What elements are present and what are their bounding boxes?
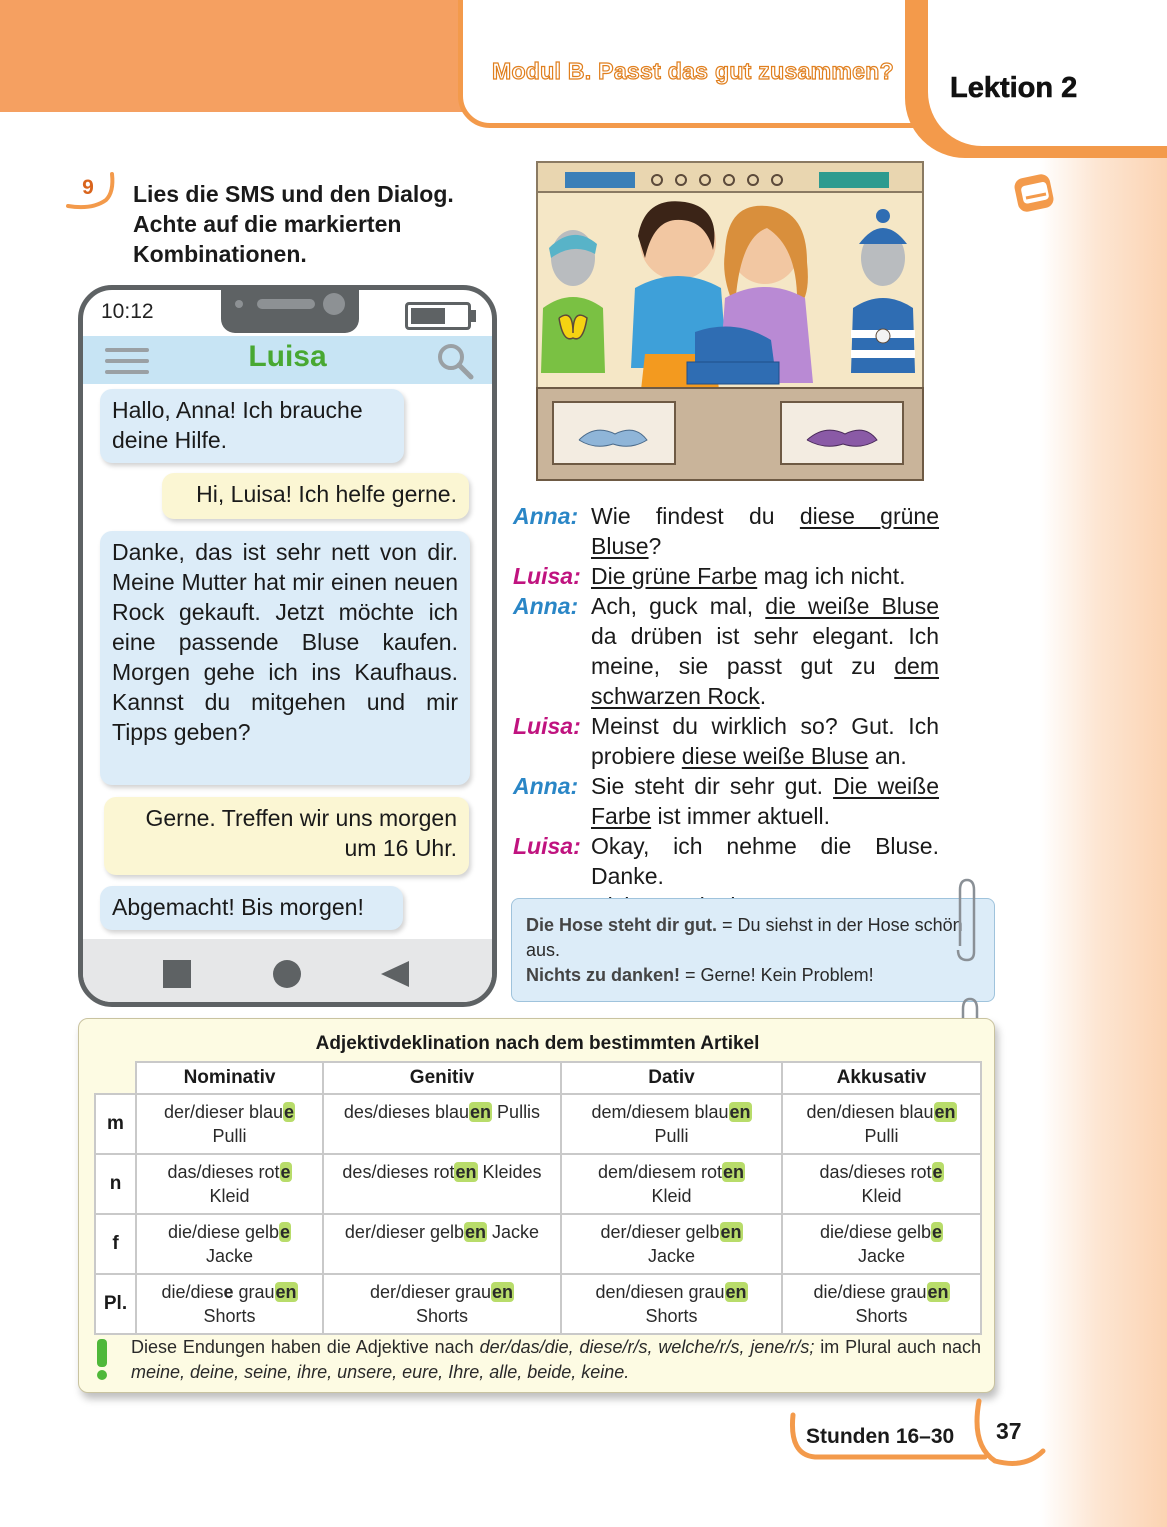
- dialog-text: an.: [868, 743, 907, 769]
- table-row: [95, 1094, 981, 1154]
- table-cell: den/diesen blauen Pulli: [782, 1094, 981, 1154]
- marked-combination: Die weiße Farbe: [591, 773, 939, 829]
- message-line: Gerne. Treffen wir uns morgen: [145, 805, 457, 831]
- message-line: um 16 Uhr.: [344, 835, 457, 861]
- ending-highlight: en: [934, 1102, 956, 1122]
- marked-combination: diese grüne Bluse: [591, 503, 939, 559]
- ending-highlight: en: [275, 1282, 297, 1302]
- table-cell: die/diese gelbe Jacke: [782, 1214, 981, 1274]
- row-header: m: [95, 1094, 136, 1154]
- battery-icon: [405, 302, 471, 330]
- ending-highlight: en: [729, 1102, 751, 1122]
- ending-highlight: e: [932, 1162, 943, 1182]
- message-outgoing: Hi, Luisa! Ich helfe gerne.: [162, 473, 469, 519]
- footer-hours: Stunden 16–30: [806, 1425, 955, 1448]
- dialog-line: [513, 711, 939, 771]
- column-header: Genitiv: [323, 1062, 561, 1094]
- ending-highlight: en: [455, 1162, 477, 1182]
- message-incoming: Abgemacht! Bis morgen!: [100, 886, 403, 930]
- table-cell: das/dieses rote Kleid: [782, 1154, 981, 1214]
- marked-combination: dem schwarzen Rock: [591, 653, 939, 709]
- dialog-text: da drüben ist sehr elegant. Ich meine, sie passt gut zu: [591, 623, 939, 679]
- table-cell: die/diese grauen Shorts: [136, 1274, 323, 1334]
- speaker-anna: Anna:: [513, 593, 579, 619]
- paperclip-icon: [952, 876, 982, 962]
- recent-apps-icon[interactable]: [163, 960, 191, 988]
- back-icon[interactable]: [381, 961, 409, 987]
- column-header: Nominativ: [136, 1062, 323, 1094]
- table-cell: den/diesen grauen Shorts: [561, 1274, 782, 1334]
- table-cell: der/dieser blaue Pulli: [136, 1094, 323, 1154]
- table-cell: des/dieses blauen Pullis: [323, 1094, 561, 1154]
- ending-highlight: en: [720, 1222, 742, 1242]
- ending-highlight: en: [725, 1282, 747, 1302]
- ending-highlight: en: [492, 1282, 514, 1302]
- marked-combination: die weiße Bluse: [765, 593, 940, 619]
- task-instruction: Lies die SMS und den Dialog. Achte auf die markierten Kombinationen.: [133, 181, 454, 267]
- note-phrase: Nichts zu danken!: [526, 965, 681, 985]
- exclamation-icon: [91, 1337, 113, 1381]
- note-meaning: = Du siehst in der Hose schön aus.: [526, 915, 963, 960]
- lesson-label: Lektion 2: [950, 72, 1078, 104]
- table-cell: der/dieser grauen Shorts: [323, 1274, 561, 1334]
- dialog-text: Wie findest du: [591, 503, 800, 529]
- phone-mockup: [78, 285, 497, 1007]
- module-title: Modul B. Passt das gut zusammen?: [492, 58, 894, 84]
- dialog-text: .: [759, 683, 767, 709]
- dialog-text: Sie steht dir sehr gut.: [591, 773, 834, 799]
- home-icon[interactable]: [273, 960, 301, 988]
- ending-highlight: en: [470, 1102, 492, 1122]
- row-header: Pl.: [95, 1274, 136, 1334]
- ending-highlight: en: [723, 1162, 745, 1182]
- table-cell: dem/diesem blauen Pulli: [561, 1094, 782, 1154]
- speaker-anna: Anna:: [513, 503, 579, 529]
- dialog-text: ?: [648, 533, 662, 559]
- dialog-line: [513, 831, 939, 891]
- dialog-text: Ach, guck mal,: [591, 593, 766, 619]
- table-corner: [95, 1062, 136, 1094]
- message-incoming: Danke, das ist sehr nett von dir. Meine Mutter hat mir einen neuen Rock gekauft. Jetzt möchte ich eine passende Bluse kaufen. Morgen gehe ich ins Kaufhaus. Kannst du mitgehen und mir Tipps geben?: [100, 531, 470, 785]
- table-cell: die/diese gelbe Jacke: [136, 1214, 323, 1274]
- column-header: Dativ: [561, 1062, 782, 1094]
- table-cell: die/diese grauen Shorts: [782, 1274, 981, 1334]
- speaker-anna: Anna:: [513, 773, 579, 799]
- page-side-gradient: [1040, 0, 1167, 1527]
- dialog-text: Okay, ich nehme die Bluse. Danke.: [591, 833, 939, 889]
- table-cell: dem/diesem roten Kleid: [561, 1154, 782, 1214]
- ending-highlight: e: [284, 1102, 295, 1122]
- dialog-text: Meinst du wirklich so? Gut. Ich probiere: [591, 713, 939, 769]
- dialog-line: [513, 501, 939, 561]
- table-row: [95, 1214, 981, 1274]
- dialog-text: ist immer aktuell.: [651, 803, 831, 829]
- battery-tip: [471, 310, 476, 322]
- ending-highlight: en: [927, 1282, 949, 1302]
- table-cell: der/dieser gelben Jacke: [561, 1214, 782, 1274]
- dialog-line: [513, 561, 939, 591]
- column-header: Akkusativ: [782, 1062, 981, 1094]
- phrase-note: [511, 898, 995, 1002]
- notch-speaker: [257, 299, 315, 309]
- task-number: 9: [82, 176, 94, 199]
- table-header-row: [95, 1062, 981, 1094]
- ending-highlight: e: [932, 1222, 943, 1242]
- declension-table: [94, 1061, 982, 1335]
- message-incoming: Hallo, Anna! Ich brauche deine Hilfe.: [100, 389, 404, 463]
- grammar-title: Adjektivdeklination nach dem bestimmten Artikel: [315, 1033, 760, 1054]
- row-header: f: [95, 1214, 136, 1274]
- table-cell: des/dieses roten Kleides: [323, 1154, 561, 1214]
- dialog-line: [513, 591, 939, 711]
- message-outgoing: [104, 797, 469, 875]
- speaker-luisa: Luisa:: [513, 563, 581, 589]
- table-row: [95, 1154, 981, 1214]
- shop-illustration: [535, 158, 925, 483]
- note-meaning: = Gerne! Kein Problem!: [680, 965, 874, 985]
- ending-highlight: e: [280, 1222, 291, 1242]
- battery-level: [411, 308, 445, 324]
- notch-camera: [323, 293, 345, 315]
- row-header: n: [95, 1154, 136, 1214]
- table-cell: das/dieses rote Kleid: [136, 1154, 323, 1214]
- dialog-line: [513, 771, 939, 831]
- phone-clock: 10:12: [101, 300, 154, 323]
- ending-highlight: en: [465, 1222, 487, 1242]
- grammar-box: [78, 1018, 995, 1393]
- table-row: [95, 1274, 981, 1334]
- dialog: [513, 501, 939, 921]
- phone-notch: [221, 285, 359, 333]
- marked-combination: Die grüne Farbe: [591, 563, 758, 589]
- workbook-icon: [1010, 168, 1060, 218]
- speaker-luisa: Luisa:: [513, 713, 581, 739]
- dialog-text: mag ich nicht.: [757, 563, 906, 589]
- grammar-note: Diese Endungen haben die Adjektive nach der/das/die, diese/r/s, welche/r/s, jene/r/s; im Plural auch nach meine, deine, seine, ihre, unsere, eure, Ihre, alle, beide, keine.: [131, 1337, 981, 1382]
- marked-combination: diese weiße Bluse: [681, 743, 869, 769]
- notch-sensor: [235, 300, 243, 308]
- ending-highlight: e: [280, 1162, 291, 1182]
- search-icon[interactable]: [435, 341, 475, 381]
- contact-name: Luisa: [248, 340, 327, 373]
- speaker-luisa: Luisa:: [513, 833, 581, 859]
- table-cell: der/dieser gelben Jacke: [323, 1214, 561, 1274]
- note-phrase: Die Hose steht dir gut.: [526, 915, 718, 935]
- page-number: 37: [996, 1418, 1022, 1444]
